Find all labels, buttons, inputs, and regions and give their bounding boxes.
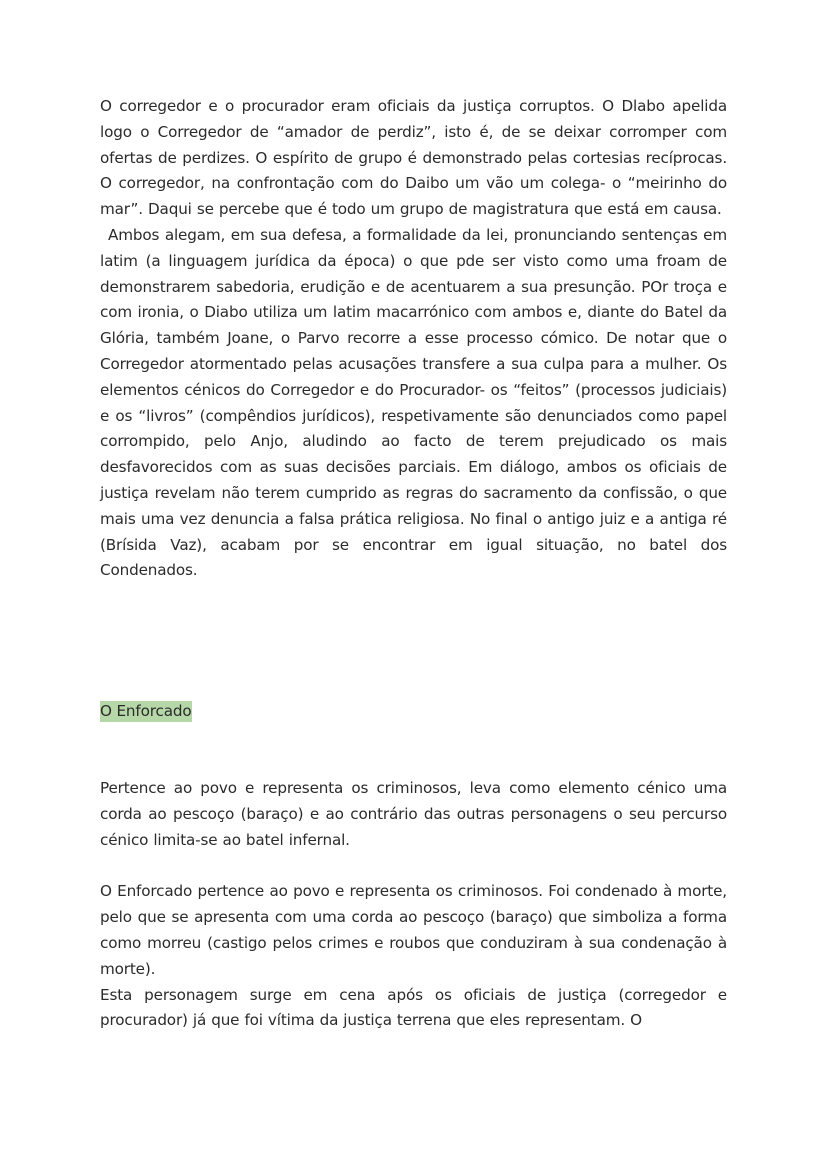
document-page [100, 94, 727, 1034]
paragraph-latin-defense: Ambos alegam, em sua defesa, a formalidade da lei, pronunciando sentenças em latim (a linguagem jurídica da época) o que pde ser visto como uma froam de demonstrarem sabedoria, erudição e de acentuarem a sua presunção. POr troça e com ironia, o Diabo utiliza um latim macarrónico com ambos e, diante do Batel da Glória, também Joane, o Parvo recorre a esse processo cómico. De notar que o Corregedor atormentado pelas acusações transfere a sua culpa para a mulher. Os elementos cénicos do Corregedor e do Procurador- os “feitos” (processos judiciais) e os “livros” (compêndios jurídicos), respetivamente são denunciados como papel corrompido, pelo Anjo, aludindo ao facto de terem prejudicado os mais desfavorecidos com as suas decisões parciais. Em diálogo, ambos os oficiais de justiça revelam não terem cumprido as regras do sacramento da confissão, o que mais uma vez denuncia a falsa prática religiosa. No final o antigo juiz e a antiga ré (Brísida Vaz), acabam por se encontrar em igual situação, no batel dos Condenados. [100, 225, 727, 580]
section-heading-enforcado: O Enforcado [100, 702, 192, 721]
paragraph-enforcado-summary: Pertence ao povo e representa os criminosos, leva como elemento cénico uma corda ao pescoço (baraço) e ao contrário das outras personagens o seu percurso cénico limita-se ao batel infernal. [100, 778, 727, 849]
paragraph-enforcado-scene: Esta personagem surge em cena após os oficiais de justiça (corregedor e procurador) já que foi vítima da justiça terrena que eles representam. O [100, 985, 727, 1030]
paragraph-corrupt-officials: O corregedor e o procurador eram oficiais da justiça corruptos. O Dlabo apelida logo o Corregedor de “amador de perdiz”, isto é, de se deixar corromper com ofertas de perdizes. O espírito de grupo é demonstrado pelas cortesias recíprocas. O corregedor, na confrontação com do Daibo um vão um colega- o “meirinho do mar”. Daqui se percebe que é todo um grupo de magistratura que está em causa. [100, 97, 727, 219]
section-heading-wrap [100, 699, 727, 725]
paragraph-enforcado-detail: O Enforcado pertence ao povo e representa os criminosos. Foi condenado à morte, pelo que se apresenta com uma corda ao pescoço (baraço) que simboliza a forma como morreu (castigo pelos crimes e roubos que conduziram à sua condenação à morte). [100, 882, 727, 978]
